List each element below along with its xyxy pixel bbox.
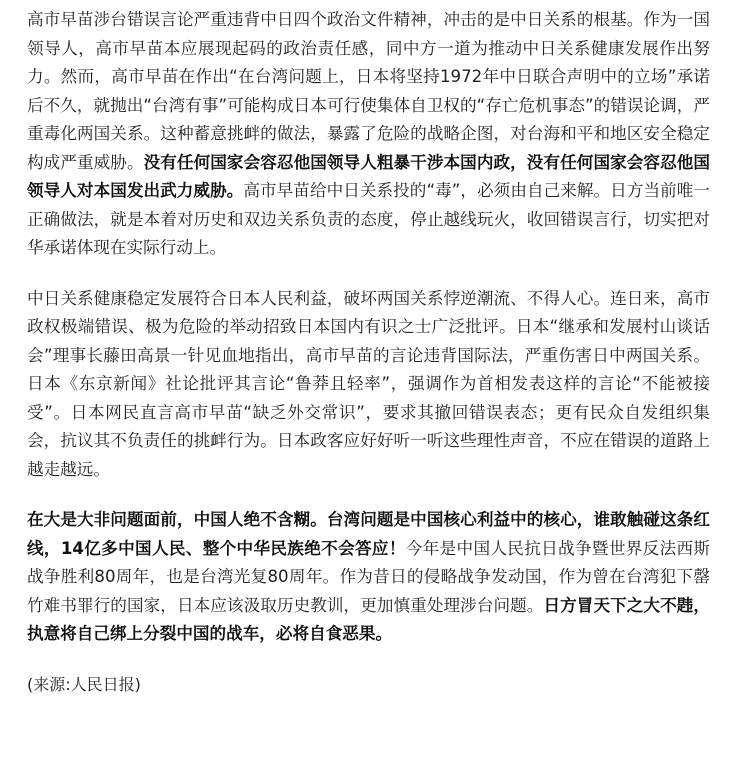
- paragraph-3-bold-text-2: 日方冒天下之大不韪，执意将自己绑上分裂中国的战车，必将自食恶果。: [27, 595, 711, 643]
- paragraph-2-text-1: 中日关系健康稳定发展符合日本人民利益，破坏两国关系悖逆潮流、不得人心。连日来，高市政权极端错误、极为危险的举动招致日本国内有识之士广泛批评。日本“继承和发展村山谈话会”理事长藤田高景一针见血地指出，高市早苗的言论违背国际法，严重伤害日中两国关系。日本《东京新闻》社论批评其言论“鲁莽且轻率”，强调作为首相发表这样的言论“不能被接受”。日本网民直言高市早苗“缺乏外交常识”，要求其撤回错误表态；更有民众自发组织集会，抗议其不负责任的挑衅行为。日本政客应好好听一听这些理性声音，不应在错误的道路上越走越远。: [27, 288, 710, 479]
- paragraph-1-bold-text: 没有任何国家会容忍他国领导人粗暴干涉本国内政，没有任何国家会容忍他国领导人对本国发出武力威胁。: [27, 152, 711, 200]
- paragraph-1-text-2: 高市早苗给中日关系投的“毒”，必须由自己来解。日方当前唯一正确做法，就是本着对历史和双边关系负责的态度，停止越线玩火，收回错误言行，切实把对华承诺体现在实际行动上。: [27, 181, 710, 257]
- paragraph-3-text-1: 今年是中国人民抗日战争暨世界反法西斯战争胜利80周年，也是台湾光复80周年。作为昔日的侵略战争发动国，作为曾在台湾犯下罄竹难书罪行的国家，日本应该汲取历史教训，更加慎重处理涉台问题。: [27, 538, 711, 615]
- paragraph-1-text-1: 高市早苗涉台错误言论严重违背中日四个政治文件精神，冲击的是中日关系的根基。作为一国领导人，高市早苗本应展现起码的政治责任感，同中方一道为推动中日关系健康发展作出努力。然而，高市早苗在作出“在台湾问题上，日本将坚持1972年中日联合声明中的立场”承诺后不久，就抛出“台湾有事”可能构成日本可行使集体自卫权的“存亡危机事态”的错误论调，严重毒化两国关系。这种蓄意挑衅的做法，暴露了危险的战略企图，对台海和平和地区安全稳定构成严重威胁。: [27, 10, 710, 172]
- paragraph-3: [27, 506, 710, 649]
- paragraph-1: [27, 6, 710, 263]
- paragraph-2: [27, 285, 710, 485]
- paragraph-3-bold-text-1: 在大是大非问题面前，中国人绝不含糊。台湾问题是中国核心利益中的核心，谁敢触碰这条红线，14亿多中国人民、整个中华民族绝不会答应！: [27, 510, 710, 558]
- article-source: (来源:人民日报): [27, 674, 141, 694]
